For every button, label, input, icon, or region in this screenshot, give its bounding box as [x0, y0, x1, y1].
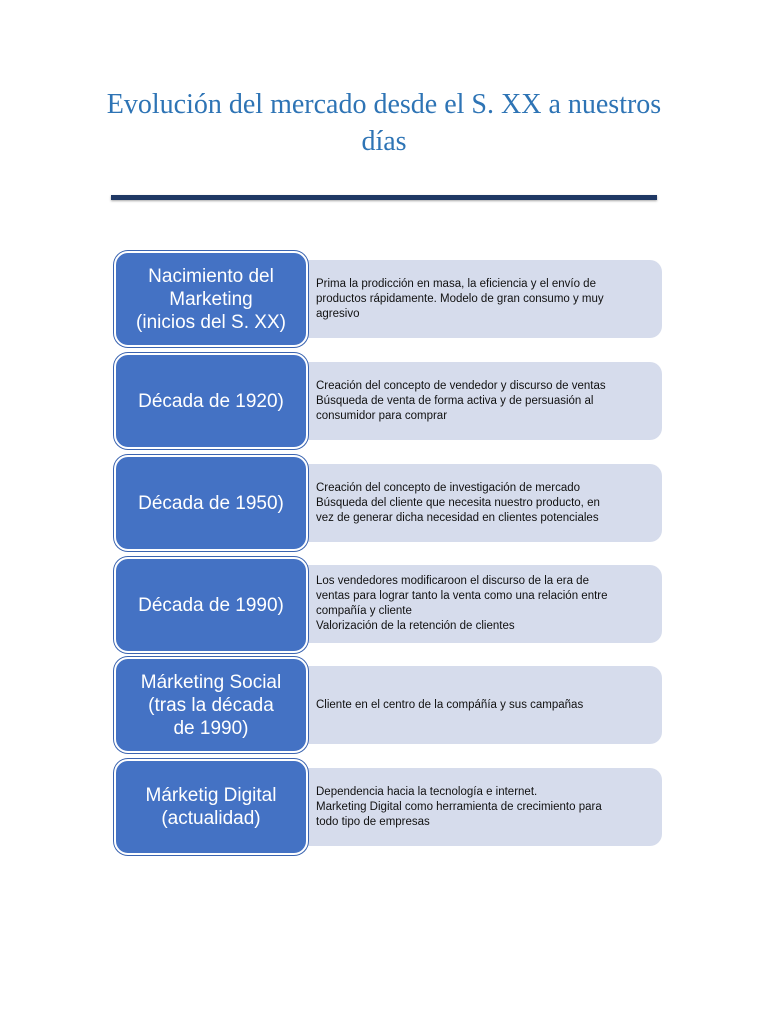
- stage-period-box: [114, 251, 308, 347]
- stage-detail-box: [290, 768, 662, 846]
- stage-detail-text: Búsqueda de venta de forma activa y de persuasión al consumidor para comprar: [316, 394, 594, 422]
- stage-detail-box: [290, 666, 662, 744]
- stage-period-box: [114, 657, 308, 753]
- stage-detail-box: [290, 565, 662, 643]
- stage-period-box: [114, 759, 308, 855]
- stage-detail-box: [290, 464, 662, 542]
- stage-detail-text: Los vendedores modificaroon el discurso de la era de ventas para lograr tanto la venta como una relación entre compañía y cliente: [316, 575, 608, 617]
- stage-detail-text: Marketing Digital como herramienta de crecimiento para todo tipo de empresas: [316, 800, 602, 828]
- stage-period-label: Década de 1990): [138, 594, 284, 616]
- stage-period-label: Nacimiento del Marketing (inicios del S. XX): [136, 265, 286, 333]
- stage-period-label: Márketig Digital (actualidad): [145, 785, 277, 829]
- page-title: Evolución del mercado desde el S. XX a nuestros días: [106, 89, 662, 157]
- stage-period-label: Márketing Social (tras la década de 1990): [140, 671, 282, 739]
- stage-detail-box: [290, 260, 662, 338]
- stage-detail-text: Dependencia hacia la tecnología e internet.: [316, 785, 538, 798]
- stage-detail-text: Creación del concepto de vendedor y discurso de ventas: [316, 379, 606, 392]
- stage-detail-text: Creación del concepto de investigación de mercado: [316, 481, 581, 494]
- stage-detail-box: [290, 362, 662, 440]
- stage-detail-text: Valorización de la retención de clientes: [316, 620, 515, 632]
- stage-detail-text: Prima la prodicción en masa, la eficiencia y el envío de productos rápidamente. Modelo de gran consumo y muy agresivo: [316, 277, 604, 320]
- stage-period-box: [114, 557, 308, 653]
- stage-period-label: Década de 1920): [138, 390, 284, 412]
- stage-period-box: [114, 353, 308, 449]
- stage-period-label: Década de 1950): [138, 492, 284, 514]
- stage-detail-text: Cliente en el centro de la compáñía y sus campañas: [316, 698, 584, 711]
- stage-detail-text: Búsqueda del cliente que necesita nuestro producto, en vez de generar dicha necesidad en clientes potenciales: [316, 496, 600, 524]
- stage-period-box: [114, 455, 308, 551]
